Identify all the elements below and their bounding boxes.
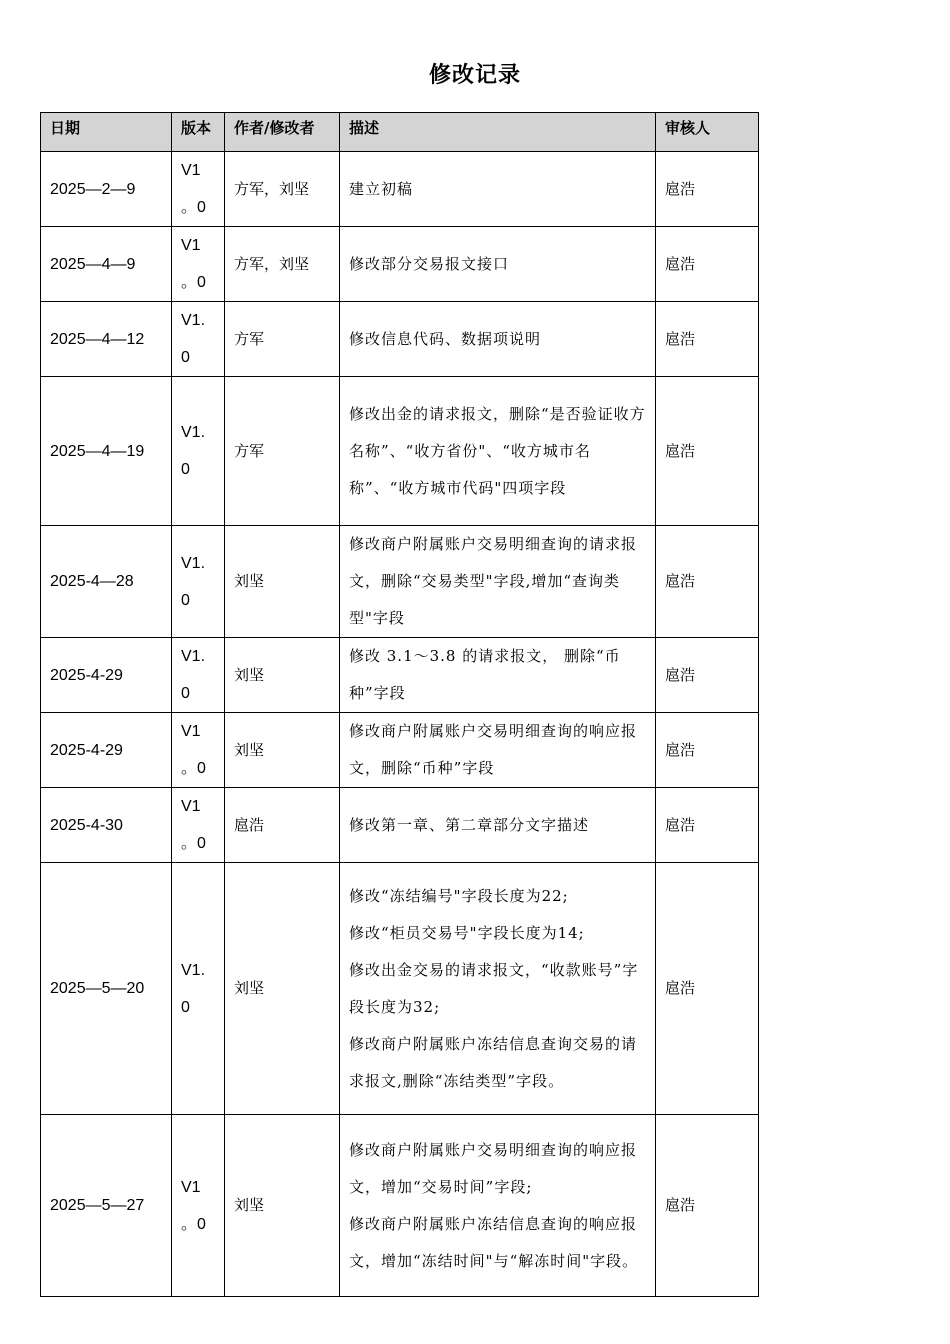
- cell-author: 刘坚: [225, 1115, 340, 1297]
- cell-version-line: V1.: [181, 554, 206, 572]
- cell-version-line: 。0: [181, 1215, 206, 1233]
- cell-version: [172, 713, 225, 788]
- cell-date: 2025—5—27: [41, 1115, 172, 1297]
- cell-version-line: V1.: [181, 424, 206, 441]
- cell-reviewer: 扈浩: [656, 1115, 759, 1297]
- cell-description: [340, 788, 656, 863]
- cell-description: [340, 377, 656, 526]
- table-row: [41, 713, 759, 788]
- cell-reviewer: 扈浩: [656, 227, 759, 302]
- revision-table: [40, 112, 759, 1297]
- cell-description-line: 修改第一章、第二章部分文字描述: [349, 815, 590, 834]
- table-header: [41, 113, 759, 152]
- page-title: 修改记录: [428, 62, 521, 88]
- cell-description-line: 修改信息代码、数据项说明: [349, 329, 542, 348]
- cell-description-line: 修改 3.1～3.8 的请求报文， 删除“币种”字段: [349, 647, 621, 702]
- cell-version-line: 。0: [181, 835, 206, 852]
- cell-version: [172, 638, 225, 713]
- cell-description-line: 建立初稿: [349, 179, 414, 198]
- cell-version-line: 0: [181, 349, 190, 366]
- cell-description-line: 修改商户附属账户交易明细查询的响应报文，增加“交易时间”字段;: [349, 1140, 638, 1196]
- cell-version: [172, 377, 225, 526]
- cell-version: [172, 1115, 225, 1297]
- cell-reviewer: 扈浩: [656, 526, 759, 638]
- cell-author: 方军，刘坚: [225, 227, 340, 302]
- header-row: [41, 113, 759, 152]
- table-row: [41, 377, 759, 526]
- cell-reviewer: 扈浩: [656, 302, 759, 377]
- cell-description: [340, 227, 656, 302]
- cell-version-line: V1.: [181, 961, 206, 979]
- cell-description-line: 修改“冻结编号"字段长度为22;: [349, 886, 569, 905]
- table-row: [41, 302, 759, 377]
- cell-description: [340, 1115, 656, 1297]
- cell-reviewer: 扈浩: [656, 377, 759, 526]
- cell-version-line: V1: [181, 162, 201, 179]
- cell-description-line: 修改商户附属账户交易明细查询的响应报文，删除“币种”字段: [349, 722, 638, 777]
- cell-version-line: V1.: [181, 312, 206, 329]
- cell-date: 2025—5—20: [41, 863, 172, 1115]
- cell-date: 2025-4—28: [41, 526, 172, 638]
- cell-version-line: 0: [181, 461, 190, 478]
- table-body: [41, 152, 759, 1297]
- cell-author: 刘坚: [225, 526, 340, 638]
- cell-description-line: 修改“柜员交易号"字段长度为14;: [349, 923, 585, 942]
- cell-description-line: 修改出金交易的请求报文，“收款账号”字段长度为32;: [349, 960, 639, 1016]
- cell-date: 2025—4—12: [41, 302, 172, 377]
- cell-description: [340, 302, 656, 377]
- cell-description-line: 修改出金的请求报文，删除“是否验证收方名称”、“收方省份"、“收方城市名称”、“收方城市代码"四项字段: [349, 404, 646, 497]
- cell-author: 刘坚: [225, 863, 340, 1115]
- cell-version-line: V1.: [181, 648, 206, 665]
- header-description: 描述: [340, 113, 656, 152]
- cell-date: 2025—4—9: [41, 227, 172, 302]
- cell-reviewer: 扈浩: [656, 152, 759, 227]
- table-row: [41, 863, 759, 1115]
- cell-version: [172, 526, 225, 638]
- cell-version-line: 0: [181, 998, 190, 1016]
- cell-version: [172, 302, 225, 377]
- header-version: 版本: [172, 113, 225, 152]
- cell-reviewer: 扈浩: [656, 788, 759, 863]
- cell-version: [172, 788, 225, 863]
- header-reviewer: 审核人: [656, 113, 759, 152]
- cell-date: 2025-4-29: [41, 713, 172, 788]
- header-author: 作者/修改者: [225, 113, 340, 152]
- cell-reviewer: 扈浩: [656, 638, 759, 713]
- table-row: [41, 227, 759, 302]
- cell-version-line: 0: [181, 591, 190, 609]
- cell-author: 刘坚: [225, 638, 340, 713]
- cell-description-line: 修改商户附属账户冻结信息查询交易的请求报文,删除“冻结类型”字段。: [349, 1034, 638, 1090]
- cell-version-line: V1: [181, 798, 201, 815]
- cell-version-line: 。0: [181, 199, 206, 216]
- cell-version-line: 0: [181, 685, 190, 702]
- cell-description: [340, 863, 656, 1115]
- cell-version: [172, 227, 225, 302]
- cell-version-line: V1: [181, 237, 201, 254]
- cell-author: 方军: [225, 302, 340, 377]
- cell-description: [340, 526, 656, 638]
- cell-date: 2025—2—9: [41, 152, 172, 227]
- cell-version: [172, 863, 225, 1115]
- cell-author: 方军: [225, 377, 340, 526]
- cell-date: 2025-4-30: [41, 788, 172, 863]
- cell-reviewer: 扈浩: [656, 863, 759, 1115]
- cell-version-line: 。0: [181, 274, 206, 291]
- cell-reviewer: 扈浩: [656, 713, 759, 788]
- cell-date: 2025—4—19: [41, 377, 172, 526]
- header-date: 日期: [41, 113, 172, 152]
- cell-description: [340, 152, 656, 227]
- cell-description: [340, 713, 656, 788]
- cell-author: 扈浩: [225, 788, 340, 863]
- cell-description: [340, 638, 656, 713]
- cell-version-line: V1: [181, 723, 201, 740]
- cell-description-line: 修改商户附属账户冻结信息查询的响应报文，增加“冻结时间"与“解冻时间"字段。: [349, 1214, 639, 1270]
- cell-version-line: 。0: [181, 760, 206, 777]
- cell-date: 2025-4-29: [41, 638, 172, 713]
- cell-description-line: 修改商户附属账户交易明细查询的请求报文，删除“交易类型"字段,增加“查询类型"字段: [349, 535, 638, 627]
- cell-description-line: 修改部分交易报文接口: [349, 254, 510, 273]
- table-row: [41, 152, 759, 227]
- cell-author: 刘坚: [225, 713, 340, 788]
- cell-version: [172, 152, 225, 227]
- cell-version-line: V1: [181, 1178, 201, 1196]
- table-row: [41, 788, 759, 863]
- cell-author: 方军，刘坚: [225, 152, 340, 227]
- table-row: [41, 638, 759, 713]
- table-row: [41, 1115, 759, 1297]
- table-row: [41, 526, 759, 638]
